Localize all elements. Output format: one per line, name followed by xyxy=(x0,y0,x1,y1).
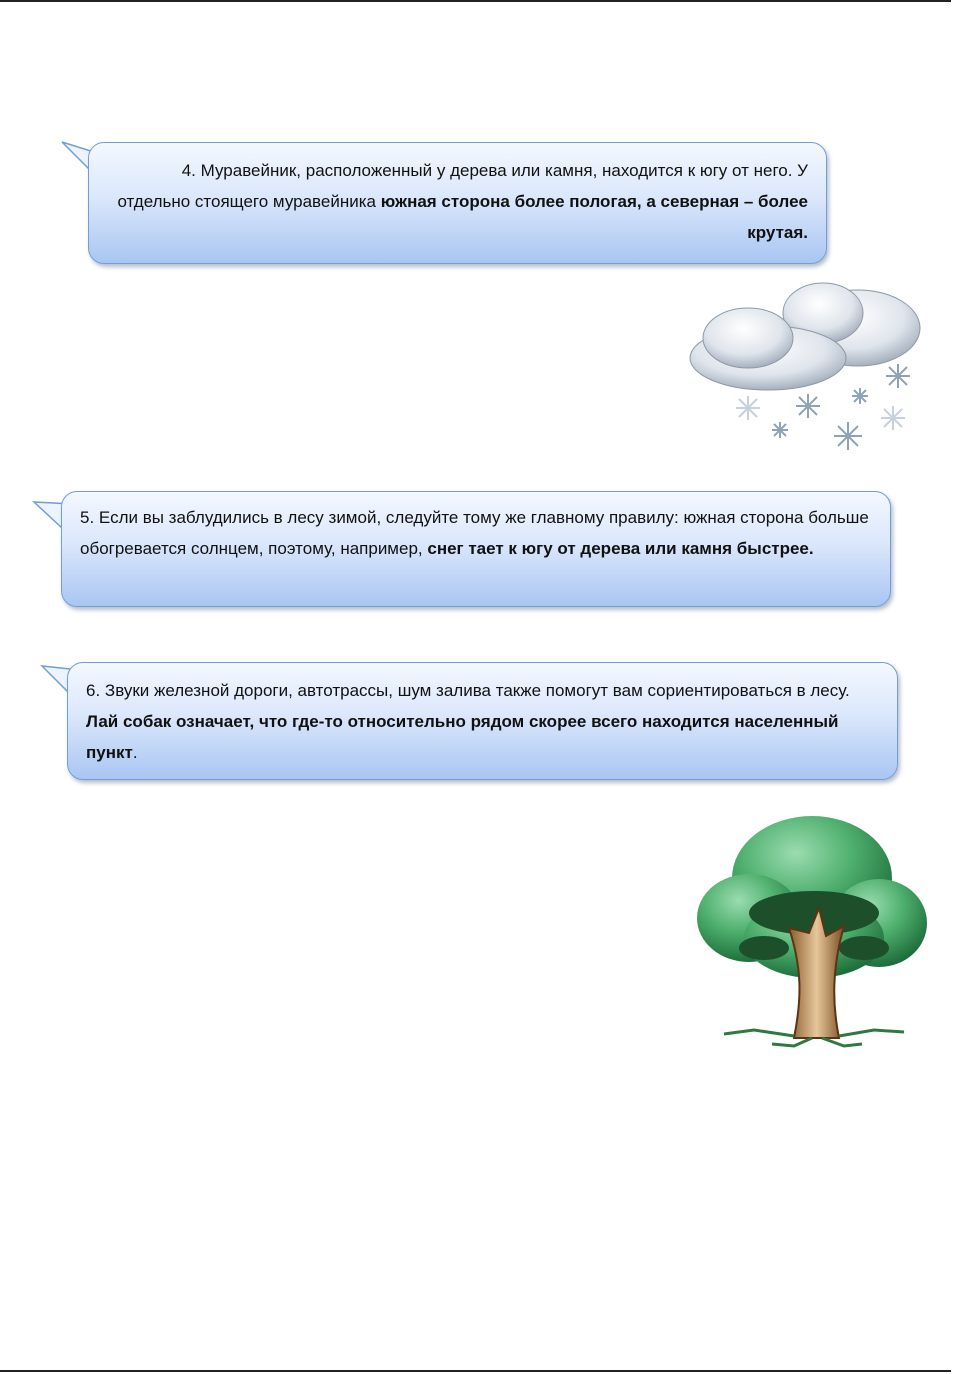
tree-icon xyxy=(694,808,930,1048)
tip-6-tail: . xyxy=(132,743,138,762)
tip-5-number: 5. xyxy=(80,508,95,527)
tip-4-text xyxy=(109,155,808,248)
tip-6-bubble xyxy=(67,662,898,780)
tip-4-bold: южная сторона более пологая, а северная – более крутая. xyxy=(380,192,808,242)
tip-6-text xyxy=(86,675,879,768)
tip-5-bold: снег тает к югу от дерева или камня быстрее. xyxy=(427,539,814,558)
tip-4-number: 4. xyxy=(181,161,196,180)
tip-6-bold: Лай собак означает, что где-то относительно рядом скорее всего находится населенный пункт xyxy=(86,712,839,762)
snow-cloud-icon xyxy=(688,278,928,463)
tip-5-text xyxy=(80,502,872,564)
tip-5-bubble xyxy=(61,491,891,607)
tip-6-number: 6. xyxy=(86,681,101,700)
tip-5-body: Если вы заблудились в лесу зимой, следуйте тому же главному правилу: южная сторона больше обогревается солнцем, поэтому, например, xyxy=(80,508,869,558)
tip-6-body: Звуки железной дороги, автотрассы, шум залива также помогут вам сориентироваться в лесу. xyxy=(104,681,850,700)
tip-4-bubble xyxy=(88,142,827,264)
tip-4-body: Муравейник, расположенный у дерева или камня, находится к югу от него. У отдельно стоящего муравейника xyxy=(117,161,808,211)
